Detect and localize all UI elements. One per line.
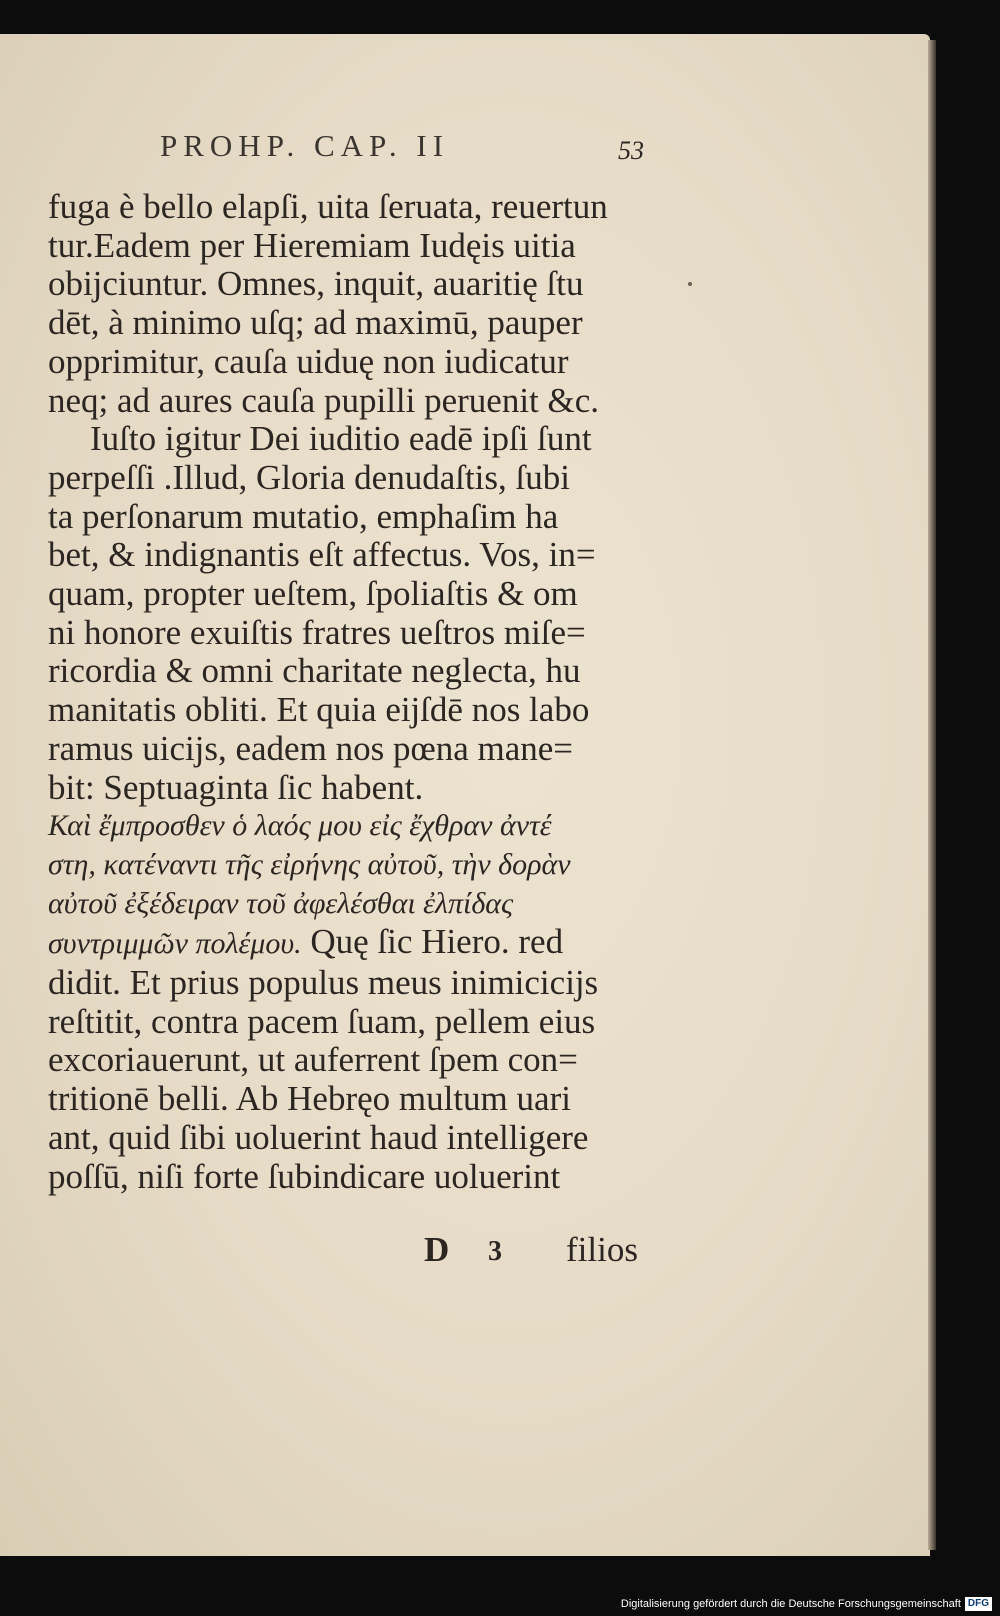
dfg-logo-icon: DFG: [965, 1597, 992, 1611]
page-edge: [928, 40, 936, 1550]
text-line: ta perſonarum mutatio, emphaſim ha: [48, 496, 559, 536]
signature-number: 3: [488, 1236, 502, 1267]
text-line: dēt, à minimo uſq; ad maximū, pauper: [48, 303, 583, 343]
credit-text: Digitalisierung gefördert durch die Deutsche Forschungsgemeinschaft: [620, 1598, 961, 1610]
text-line: manitatis obliti. Et quia eĳſdē nos labo: [48, 690, 590, 730]
text-line: ramus uicĳs, eadem nos pœna mane=: [48, 728, 574, 768]
text-line: ant, quid ſibi uoluerint haud intelligere: [48, 1117, 589, 1157]
signature-mark: D: [424, 1230, 450, 1269]
greek-line: Καὶ ἔμπροσθεν ὁ λαός μου εἰς ἔχθραν ἀντέ: [48, 809, 552, 843]
text-line: bit: Septuaginta ſic habent.: [48, 767, 424, 807]
greek-line: αὐτοῦ ἐξέδειραν τοῦ ἀφελέσθαι ἐλπίδας: [48, 886, 514, 920]
text-line: poſſū, niſi forte ſubindicare uoluerint: [48, 1156, 561, 1196]
text-line: perpeſſi .Illud, Gloria denudaſtis, ſubi: [48, 457, 570, 497]
text-line: ricordia & omni charitate neglecta, hu: [48, 651, 581, 691]
text-line: reſtitit, contra pacem ſuam, pellem eius: [48, 1001, 596, 1041]
page-number: 53: [618, 136, 644, 165]
greek-line: συντριμμῶν πολέμου.: [48, 927, 302, 961]
text-line: Iuſto igitur Dei iuditio eadē ipſi ſunt: [90, 419, 592, 459]
text-line: didit. Et prius populus meus inimicicĳs: [48, 963, 599, 1003]
catchword: filios: [566, 1230, 638, 1269]
text-line: ni honore exuiſtis fratres ueſtros miſe=: [48, 612, 586, 652]
greek-line: στη, κατέναντι τῆς εἰρήνης αὐτοῦ, τὴν δορὰν: [48, 847, 571, 881]
text-line: Quę ſic Hiero. red: [301, 922, 564, 962]
page-body: [48, 188, 658, 1196]
text-line: excoriauerunt, ut auferrent ſpem con=: [48, 1040, 578, 1080]
text-line: tritionē belli. Ab Hebręo multum uari: [48, 1079, 571, 1119]
text-line: neq; ad aures cauſa pupilli peruenit &c.: [48, 380, 600, 420]
digitization-credit: [621, 1595, 992, 1613]
text-line: opprimitur, cauſa uiduę non iudicatur: [48, 341, 569, 381]
text-line: fuga è bello elapſi, uita ſeruata, reuertun: [48, 187, 608, 226]
text-line: obĳciuntur. Omnes, inquit, auaritię ſtu: [48, 264, 584, 304]
mixed-line: [48, 923, 658, 964]
text-line: quam, propter ueſtem, ſpoliaſtis & om: [48, 574, 578, 614]
running-head: PROHP. CAP. II: [160, 128, 450, 163]
text-line: tur.Eadem per Hieremiam Iudęis uitia: [48, 225, 576, 265]
ink-speck: [688, 282, 692, 286]
text-line: bet, & indignantis eſt affectus. Vos, in=: [48, 535, 596, 575]
